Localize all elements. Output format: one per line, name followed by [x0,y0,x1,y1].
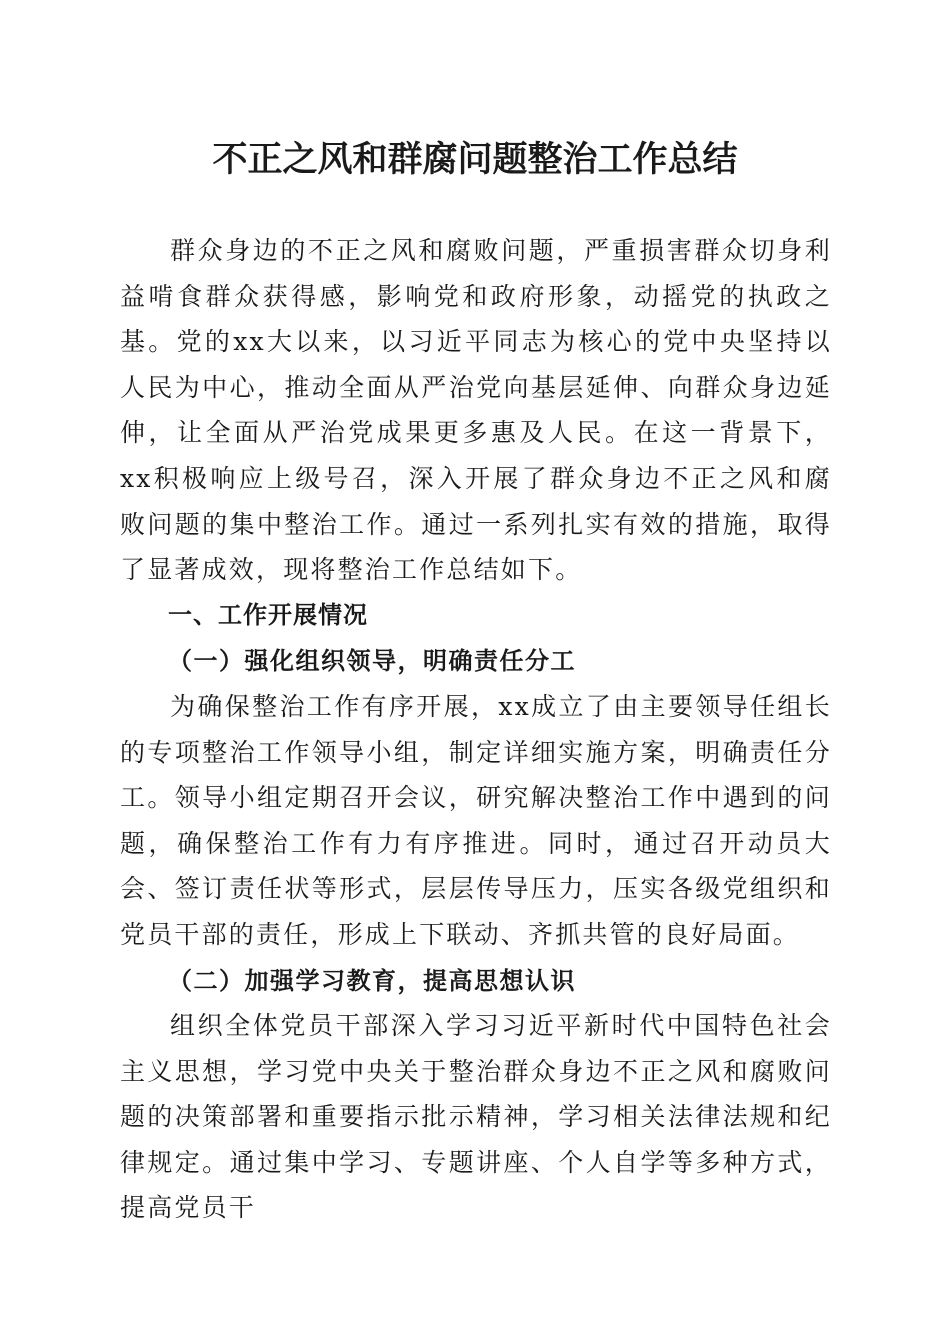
document-title: 不正之风和群腐问题整治工作总结 [212,139,738,180]
subsection-heading-1: （一）强化组织领导，明确责任分工 [168,646,576,676]
subsection-paragraph-1: 为确保整治工作有序开展，xx成立了由主要领导任组长的专项整治工作领导小组，制定详细实施方案，明确责任分工。领导小组定期召开会议，研究解决整治工作中遇到的问题，确保整治工作有力有序推进。同时，通过召开动员大会、签订责任状等形式，层层传导压力，压实各级党组织和党员干部的责任，形成上下联动、齐抓共管的良好局面。 [120,691,832,949]
section-heading: 一、工作开展情况 [168,600,368,629]
document-body [120,228,832,1231]
subsection-heading-2: （二）加强学习教育，提高思想认识 [168,965,576,995]
intro-paragraph: 群众身边的不正之风和腐败问题，严重损害群众切身利益啃食群众获得感，影响党和政府形象，动摇党的执政之基。党的xx大以来，以习近平同志为核心的党中央坚持以人民为中心，推动全面从严治党向基层延伸、向群众身边延伸，让全面从严治党成果更多惠及人民。在这一背景下，xx积极响应上级号召，深入开展了群众身边不正之风和腐败问题的集中整治工作。通过一系列扎实有效的措施，取得了显著成效，现将整治工作总结如下。 [120,236,832,585]
subsection-paragraph-2: 组织全体党员干部深入学习习近平新时代中国特色社会主义思想，学习党中央关于整治群众身边不正之风和腐败问题的决策部署和重要指示批示精神，学习相关法律法规和纪律规定。通过集中学习、专题讲座、个人自学等多种方式，提高党员干 [120,1011,832,1223]
